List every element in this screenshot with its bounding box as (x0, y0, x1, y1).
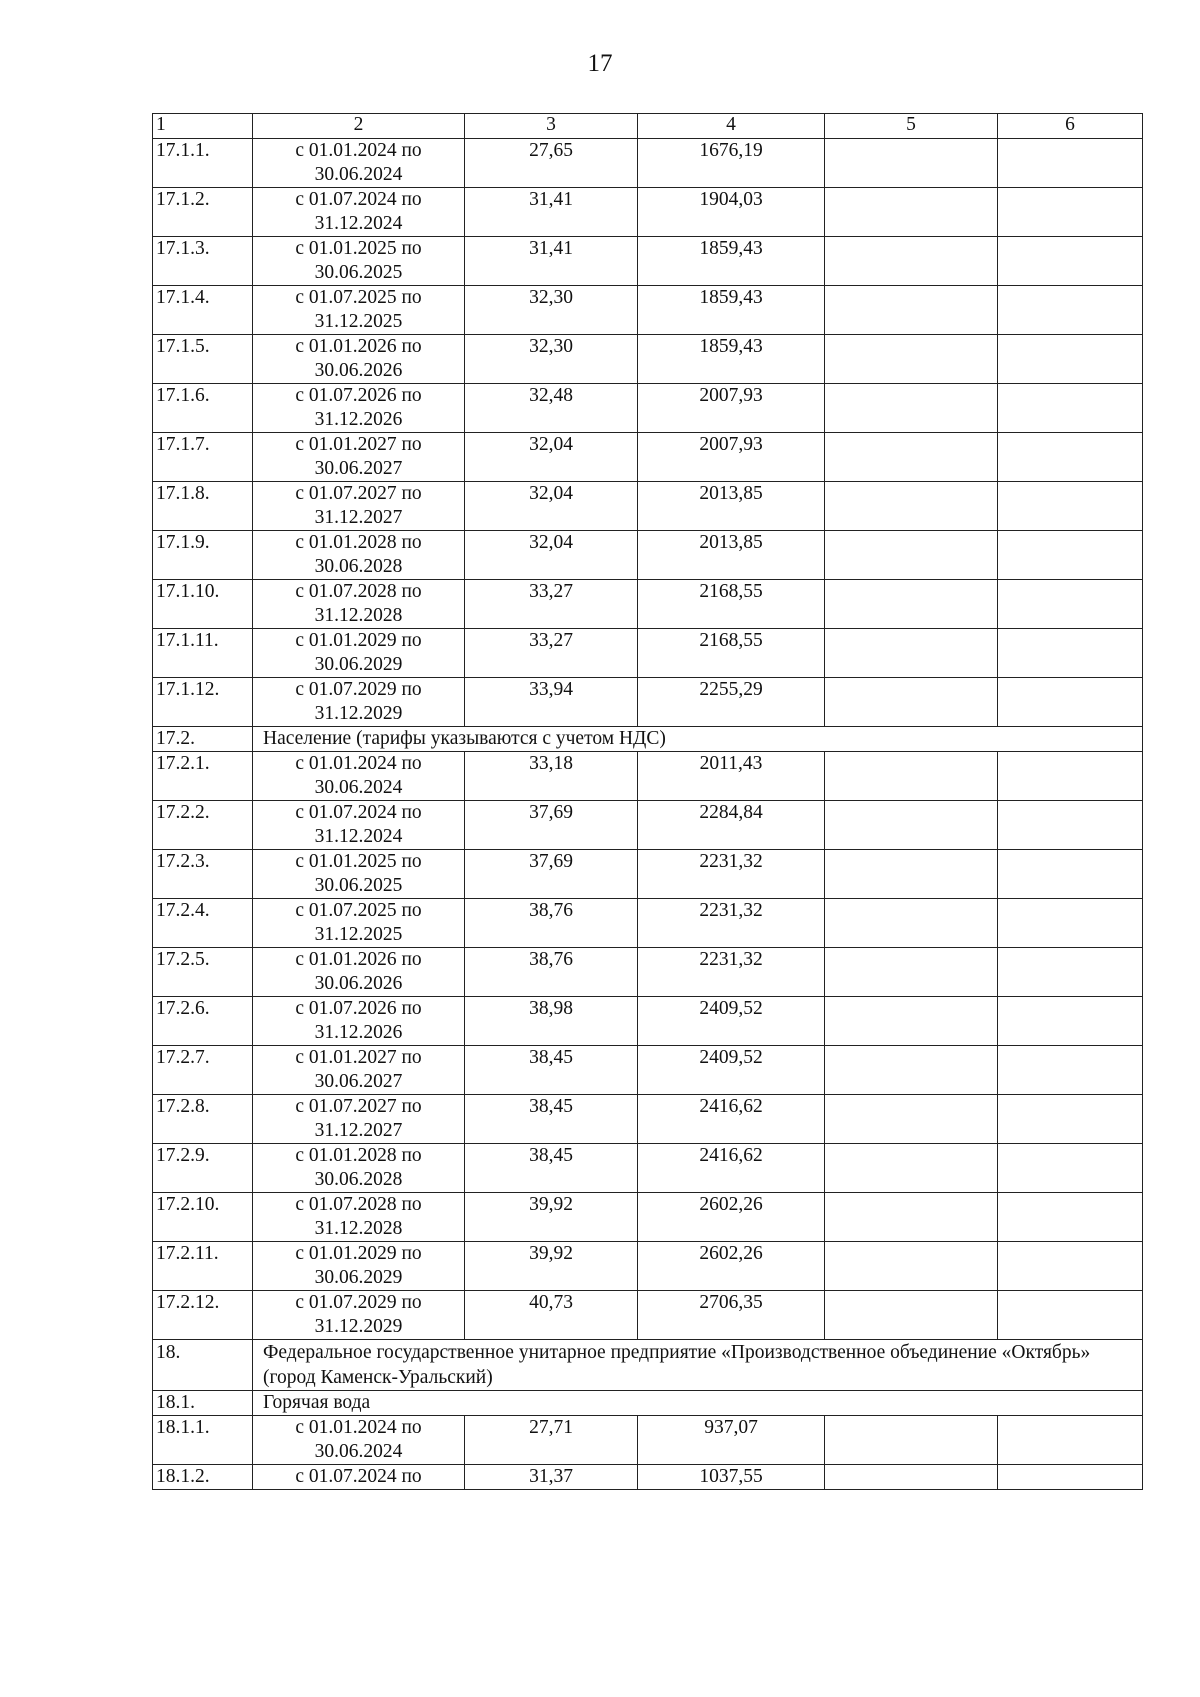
table-row (153, 1465, 1143, 1490)
value-c3: 33,27 (465, 629, 638, 678)
row-number: 17.1.3. (153, 237, 253, 286)
period-to: 30.06.2028 (314, 556, 403, 577)
empty-cell (998, 139, 1143, 188)
period-to: 30.06.2028 (314, 1169, 403, 1190)
value-c4: 1859,43 (638, 335, 825, 384)
page-number: 17 (587, 50, 613, 77)
period-from: с 01.07.2024 по (295, 1466, 422, 1487)
period-from: с 01.07.2026 по (295, 385, 422, 406)
period-cell (253, 1242, 465, 1291)
period-to: 30.06.2025 (314, 875, 403, 896)
value-c3: 33,27 (465, 580, 638, 629)
period-to: 30.06.2025 (314, 262, 403, 283)
row-number: 17.1.1. (153, 139, 253, 188)
empty-cell (825, 678, 998, 727)
empty-cell (998, 433, 1143, 482)
period-cell (253, 899, 465, 948)
period-from: с 01.01.2026 по (295, 336, 422, 357)
empty-cell (825, 188, 998, 237)
section-row (153, 727, 1143, 752)
empty-cell (998, 1416, 1143, 1465)
empty-cell (998, 482, 1143, 531)
empty-cell (825, 335, 998, 384)
value-c4: 2011,43 (638, 752, 825, 801)
value-c3: 32,30 (465, 335, 638, 384)
period-cell (253, 1193, 465, 1242)
period-to: 30.06.2024 (314, 164, 403, 185)
table-row (153, 1046, 1143, 1095)
section-number: 17.2. (153, 727, 253, 752)
row-number: 17.2.6. (153, 997, 253, 1046)
empty-cell (998, 1291, 1143, 1340)
table-row (153, 482, 1143, 531)
empty-cell (998, 1193, 1143, 1242)
period-to: 31.12.2026 (314, 409, 403, 430)
value-c4: 1859,43 (638, 237, 825, 286)
period-cell (253, 384, 465, 433)
period-cell (253, 997, 465, 1046)
value-c3: 33,94 (465, 678, 638, 727)
row-number: 17.2.4. (153, 899, 253, 948)
empty-cell (825, 531, 998, 580)
value-c4: 2013,85 (638, 482, 825, 531)
header-cell: 2 (253, 114, 465, 139)
period-from: с 01.01.2027 по (295, 1047, 422, 1068)
period-from: с 01.01.2026 по (295, 949, 422, 970)
period-to: 31.12.2024 (314, 213, 403, 234)
empty-cell (998, 335, 1143, 384)
period-from: с 01.07.2027 по (295, 483, 422, 504)
empty-cell (998, 1144, 1143, 1193)
value-c3: 38,76 (465, 899, 638, 948)
row-number: 17.1.4. (153, 286, 253, 335)
period-from: с 01.07.2027 по (295, 1096, 422, 1117)
row-number: 17.1.11. (153, 629, 253, 678)
empty-cell (998, 1046, 1143, 1095)
table-row (153, 1144, 1143, 1193)
empty-cell (825, 1095, 998, 1144)
period-cell (253, 482, 465, 531)
header-cell: 3 (465, 114, 638, 139)
table-row (153, 1291, 1143, 1340)
value-c4: 1904,03 (638, 188, 825, 237)
period-cell (253, 801, 465, 850)
table-row (153, 580, 1143, 629)
period-to: 30.06.2024 (314, 777, 403, 798)
period-to: 30.06.2026 (314, 360, 403, 381)
empty-cell (825, 433, 998, 482)
value-c4: 2416,62 (638, 1144, 825, 1193)
row-number: 17.1.5. (153, 335, 253, 384)
period-cell (253, 1465, 465, 1490)
tariff-table (152, 113, 1143, 1490)
period-to: 31.12.2025 (314, 924, 403, 945)
value-c3: 32,48 (465, 384, 638, 433)
period-from: с 01.07.2029 по (295, 1292, 422, 1313)
row-number: 18.1.1. (153, 1416, 253, 1465)
period-from: с 01.01.2028 по (295, 532, 422, 553)
section-number: 18.1. (153, 1391, 253, 1416)
value-c4: 2231,32 (638, 948, 825, 997)
empty-cell (825, 948, 998, 997)
empty-cell (998, 1465, 1143, 1490)
empty-cell (825, 997, 998, 1046)
empty-cell (998, 384, 1143, 433)
row-number: 17.1.8. (153, 482, 253, 531)
period-to: 31.12.2029 (314, 1316, 403, 1337)
section-row (153, 1391, 1143, 1416)
value-c4: 2409,52 (638, 1046, 825, 1095)
section-title: Горячая вода (253, 1391, 1143, 1416)
value-c4: 2284,84 (638, 801, 825, 850)
table-row (153, 997, 1143, 1046)
table-row (153, 335, 1143, 384)
row-number: 17.2.5. (153, 948, 253, 997)
period-from: с 01.01.2028 по (295, 1145, 422, 1166)
value-c3: 40,73 (465, 1291, 638, 1340)
value-c3: 38,45 (465, 1095, 638, 1144)
period-from: с 01.07.2024 по (295, 189, 422, 210)
period-from: с 01.01.2029 по (295, 1243, 422, 1264)
value-c3: 27,71 (465, 1416, 638, 1465)
empty-cell (825, 752, 998, 801)
table-row (153, 188, 1143, 237)
row-number: 17.1.6. (153, 384, 253, 433)
table-row (153, 1095, 1143, 1144)
row-number: 17.2.3. (153, 850, 253, 899)
value-c3: 37,69 (465, 850, 638, 899)
period-from: с 01.07.2028 по (295, 1194, 422, 1215)
period-from: с 01.01.2025 по (295, 851, 422, 872)
period-to: 31.12.2024 (314, 826, 403, 847)
period-cell (253, 580, 465, 629)
section-title: Население (тарифы указываются с учетом НДС) (253, 727, 1143, 752)
value-c4: 2007,93 (638, 384, 825, 433)
period-to: 31.12.2027 (314, 507, 403, 528)
table-row (153, 678, 1143, 727)
row-number: 18.1.2. (153, 1465, 253, 1490)
value-c4: 2231,32 (638, 850, 825, 899)
period-from: с 01.07.2025 по (295, 900, 422, 921)
empty-cell (825, 482, 998, 531)
period-from: с 01.01.2024 по (295, 140, 422, 161)
value-c4: 1037,55 (638, 1465, 825, 1490)
value-c3: 38,76 (465, 948, 638, 997)
empty-cell (825, 1144, 998, 1193)
value-c4: 2231,32 (638, 899, 825, 948)
row-number: 17.1.10. (153, 580, 253, 629)
table-row (153, 1193, 1143, 1242)
empty-cell (825, 1465, 998, 1490)
value-c3: 38,45 (465, 1144, 638, 1193)
empty-cell (825, 899, 998, 948)
empty-cell (998, 286, 1143, 335)
row-number: 17.1.12. (153, 678, 253, 727)
value-c3: 38,45 (465, 1046, 638, 1095)
period-to: 30.06.2027 (314, 458, 403, 479)
period-from: с 01.01.2024 по (295, 1417, 422, 1438)
empty-cell (998, 899, 1143, 948)
value-c3: 32,30 (465, 286, 638, 335)
period-cell (253, 139, 465, 188)
header-cell: 5 (825, 114, 998, 139)
value-c3: 39,92 (465, 1193, 638, 1242)
value-c4: 937,07 (638, 1416, 825, 1465)
empty-cell (998, 629, 1143, 678)
empty-cell (825, 384, 998, 433)
period-cell (253, 188, 465, 237)
period-to: 30.06.2029 (314, 1267, 403, 1288)
period-to: 31.12.2025 (314, 311, 403, 332)
period-cell (253, 1291, 465, 1340)
period-to: 30.06.2026 (314, 973, 403, 994)
period-from: с 01.01.2027 по (295, 434, 422, 455)
row-number: 17.1.7. (153, 433, 253, 482)
value-c4: 2602,26 (638, 1242, 825, 1291)
period-to: 31.12.2028 (314, 1218, 403, 1239)
value-c4: 2255,29 (638, 678, 825, 727)
value-c3: 32,04 (465, 531, 638, 580)
value-c3: 27,65 (465, 139, 638, 188)
empty-cell (825, 801, 998, 850)
row-number: 17.2.11. (153, 1242, 253, 1291)
empty-cell (825, 1416, 998, 1465)
empty-cell (998, 237, 1143, 286)
period-cell (253, 1416, 465, 1465)
period-from: с 01.01.2024 по (295, 753, 422, 774)
empty-cell (825, 850, 998, 899)
period-to: 31.12.2028 (314, 605, 403, 626)
period-cell (253, 1144, 465, 1193)
value-c3: 32,04 (465, 433, 638, 482)
period-from: с 01.07.2029 по (295, 679, 422, 700)
row-number: 17.2.10. (153, 1193, 253, 1242)
period-cell (253, 678, 465, 727)
empty-cell (998, 1242, 1143, 1291)
period-cell (253, 752, 465, 801)
empty-cell (825, 286, 998, 335)
row-number: 17.2.1. (153, 752, 253, 801)
table-row (153, 1416, 1143, 1465)
period-to: 31.12.2029 (314, 703, 403, 724)
empty-cell (998, 580, 1143, 629)
empty-cell (998, 1095, 1143, 1144)
period-cell (253, 286, 465, 335)
table-row (153, 433, 1143, 482)
table-row (153, 629, 1143, 678)
empty-cell (998, 801, 1143, 850)
period-from: с 01.01.2025 по (295, 238, 422, 259)
row-number: 17.1.2. (153, 188, 253, 237)
row-number: 17.2.9. (153, 1144, 253, 1193)
table-row (153, 237, 1143, 286)
period-from: с 01.01.2029 по (295, 630, 422, 651)
empty-cell (998, 948, 1143, 997)
table-row (153, 899, 1143, 948)
period-cell (253, 433, 465, 482)
period-cell (253, 237, 465, 286)
row-number: 17.2.7. (153, 1046, 253, 1095)
value-c4: 1676,19 (638, 139, 825, 188)
period-cell (253, 1095, 465, 1144)
value-c3: 39,92 (465, 1242, 638, 1291)
empty-cell (825, 1242, 998, 1291)
empty-cell (998, 752, 1143, 801)
period-to: 30.06.2029 (314, 654, 403, 675)
section-row (153, 1340, 1143, 1391)
row-number: 17.1.9. (153, 531, 253, 580)
value-c4: 2416,62 (638, 1095, 825, 1144)
empty-cell (825, 1291, 998, 1340)
period-to: 30.06.2024 (314, 1441, 403, 1462)
empty-cell (825, 139, 998, 188)
header-cell: 4 (638, 114, 825, 139)
table-row (153, 752, 1143, 801)
empty-cell (825, 237, 998, 286)
table-row (153, 801, 1143, 850)
period-to: 30.06.2027 (314, 1071, 403, 1092)
table-row (153, 384, 1143, 433)
period-from: с 01.07.2026 по (295, 998, 422, 1019)
period-to: 31.12.2027 (314, 1120, 403, 1141)
header-cell: 1 (153, 114, 253, 139)
value-c3: 31,41 (465, 237, 638, 286)
period-from: с 01.07.2024 по (295, 802, 422, 823)
table-row (153, 286, 1143, 335)
table-header-row (153, 114, 1143, 139)
value-c4: 2168,55 (638, 580, 825, 629)
period-cell (253, 850, 465, 899)
empty-cell (825, 629, 998, 678)
value-c4: 2168,55 (638, 629, 825, 678)
table-row (153, 850, 1143, 899)
table-row (153, 1242, 1143, 1291)
empty-cell (825, 1046, 998, 1095)
table-row (153, 139, 1143, 188)
value-c3: 31,41 (465, 188, 638, 237)
period-to: 31.12.2026 (314, 1022, 403, 1043)
value-c4: 2013,85 (638, 531, 825, 580)
period-from: с 01.07.2028 по (295, 581, 422, 602)
value-c4: 2706,35 (638, 1291, 825, 1340)
empty-cell (998, 531, 1143, 580)
value-c3: 37,69 (465, 801, 638, 850)
value-c4: 2602,26 (638, 1193, 825, 1242)
value-c4: 2007,93 (638, 433, 825, 482)
empty-cell (825, 580, 998, 629)
value-c3: 33,18 (465, 752, 638, 801)
empty-cell (998, 678, 1143, 727)
empty-cell (998, 850, 1143, 899)
value-c4: 1859,43 (638, 286, 825, 335)
value-c3: 32,04 (465, 482, 638, 531)
period-cell (253, 531, 465, 580)
value-c3: 31,37 (465, 1465, 638, 1490)
table-row (153, 948, 1143, 997)
period-cell (253, 1046, 465, 1095)
period-from: с 01.07.2025 по (295, 287, 422, 308)
period-cell (253, 629, 465, 678)
value-c4: 2409,52 (638, 997, 825, 1046)
section-title: Федеральное государственное унитарное предприятие «Производственное объединение «Октябрь» (город Каменск-Уральский) (253, 1340, 1143, 1391)
empty-cell (998, 188, 1143, 237)
section-number: 18. (153, 1340, 253, 1391)
row-number: 17.2.2. (153, 801, 253, 850)
row-number: 17.2.8. (153, 1095, 253, 1144)
period-cell (253, 948, 465, 997)
header-cell: 6 (998, 114, 1143, 139)
table-row (153, 531, 1143, 580)
value-c3: 38,98 (465, 997, 638, 1046)
empty-cell (998, 997, 1143, 1046)
period-cell (253, 335, 465, 384)
empty-cell (825, 1193, 998, 1242)
row-number: 17.2.12. (153, 1291, 253, 1340)
